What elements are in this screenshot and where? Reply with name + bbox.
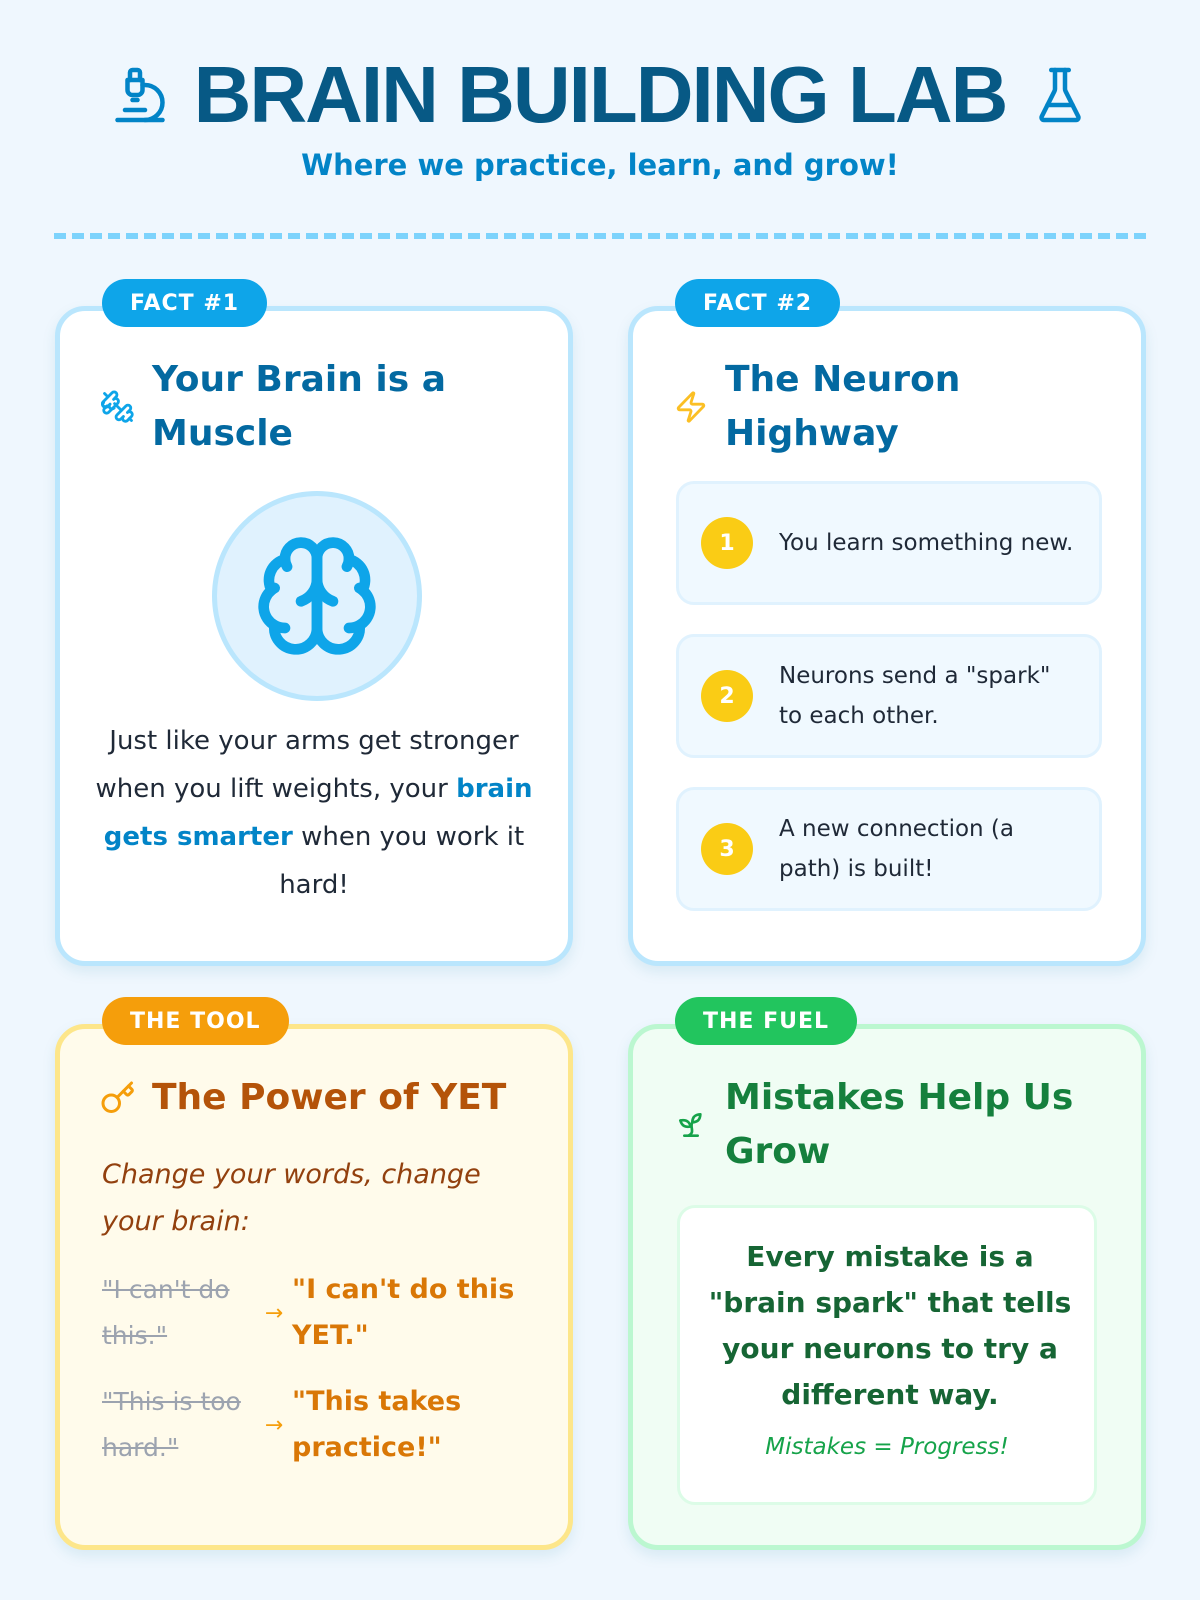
new-phrase: "This takes practice!" — [292, 1386, 462, 1463]
step-text: Neurons send a "spark" to each other. — [779, 663, 1051, 729]
fact1-description — [90, 717, 538, 909]
fact1-text-highlight: brain gets smarter — [103, 774, 533, 852]
fact1-title: Your Brain is a Muscle — [152, 359, 446, 454]
dumbbell-icon — [98, 387, 138, 427]
fact1-badge: FACT #1 — [102, 279, 267, 327]
fuel-card — [628, 1008, 1146, 1550]
key-icon — [98, 1078, 138, 1118]
tool-title: The Power of YET — [152, 1077, 507, 1118]
fact1-header — [98, 353, 472, 461]
lightning-icon — [671, 387, 711, 427]
step-number: 2 — [701, 670, 753, 722]
tool-card — [55, 1008, 573, 1550]
header-divider — [54, 233, 1146, 239]
page-header — [0, 50, 1200, 140]
fact1-card — [55, 290, 573, 966]
old-phrase: "I can't do this." — [102, 1275, 230, 1350]
fact2-title: The Neuron Highway — [725, 359, 961, 454]
microscope-icon — [110, 65, 170, 125]
step-text: A new connection (a path) is built! — [779, 816, 1014, 882]
fuel-badge: THE FUEL — [675, 997, 857, 1045]
fact2-header — [671, 353, 1045, 461]
arrow-right-icon: → — [264, 1412, 284, 1438]
fact2-card — [628, 290, 1146, 966]
tool-badge: THE TOOL — [102, 997, 289, 1045]
step-number: 1 — [701, 517, 753, 569]
brain-icon — [212, 491, 422, 701]
old-phrase: "This is too hard." — [102, 1387, 241, 1462]
fuel-quote: Every mistake is a "brain spark" that tells your neurons to try a different way. — [708, 1240, 1072, 1411]
fuel-header — [671, 1071, 1085, 1179]
sprout-icon — [671, 1105, 711, 1145]
step-item — [676, 634, 1102, 758]
phrase-swap — [102, 1267, 532, 1359]
flask-icon — [1030, 65, 1090, 125]
step-number: 3 — [701, 823, 753, 875]
arrow-right-icon: → — [264, 1300, 284, 1326]
fuel-quote-box — [677, 1205, 1097, 1505]
fact1-text-after: when you work it hard! — [279, 822, 525, 900]
fact1-text-before: Just like your arms get stronger when you lift weights, your — [95, 726, 519, 804]
step-text: You learn something new. — [779, 530, 1074, 556]
fact2-badge: FACT #2 — [675, 279, 840, 327]
fuel-title: Mistakes Help Us Grow — [725, 1077, 1074, 1172]
page-title: BRAIN BUILDING LAB — [193, 50, 1007, 139]
step-item — [676, 481, 1102, 605]
new-phrase: "I can't do this YET." — [292, 1274, 515, 1351]
phrase-swap — [102, 1379, 532, 1471]
page-subtitle: Where we practice, learn, and grow! — [301, 148, 899, 182]
tool-header — [98, 1071, 506, 1125]
step-item — [676, 787, 1102, 911]
tool-intro: Change your words, change your brain: — [102, 1159, 481, 1237]
fuel-footer: Mistakes = Progress! — [765, 1434, 1009, 1460]
